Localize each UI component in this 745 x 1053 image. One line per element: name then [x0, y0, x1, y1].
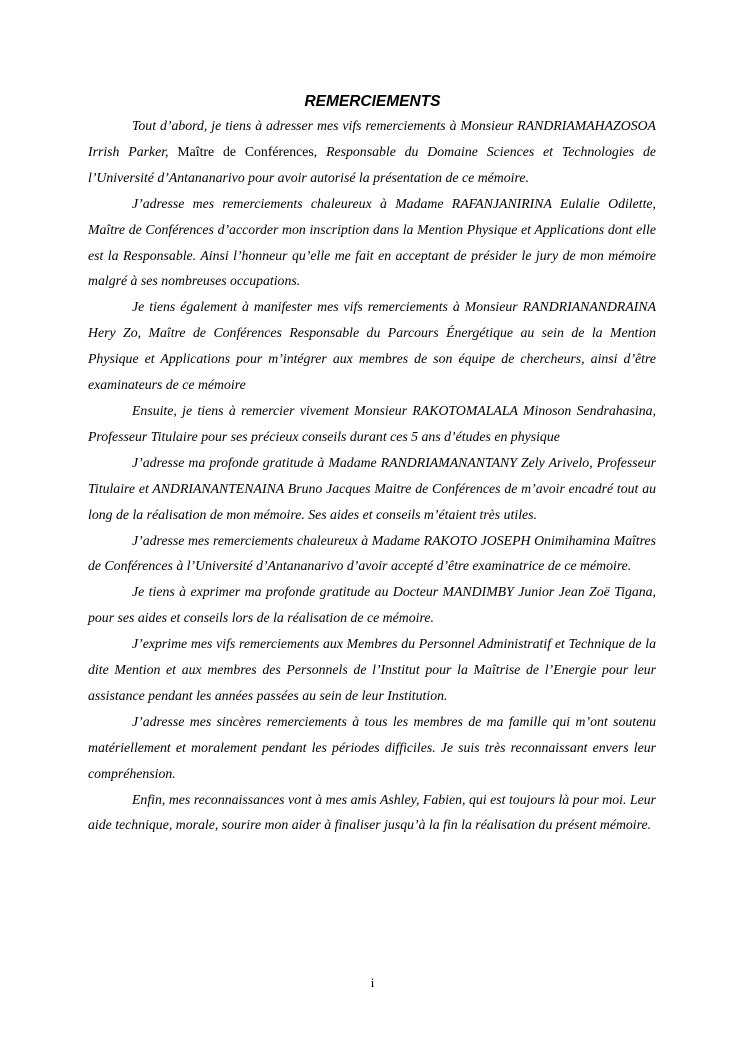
- page-title: REMERCIEMENTS: [304, 93, 441, 110]
- paragraph-family-thanks: J’adresse mes sincères remerciements à tous les membres de ma famille qui m’ont soutenu matériellement et moralement pendant les périodes difficiles. Je suis très reconnaissant envers leur compréhension.: [88, 713, 656, 781]
- paragraph-supervisors-thanks: J’adresse ma profonde gratitude à Madame RANDRIAMANANTANY Zely Arivelo, Professeur Titulaire et ANDRIANANTENAINA Bruno Jacques Maitre de Conférences de m’avoir encadré tout au long de la réalisation de mon mémoire. Ses aides et conseils m’étaient très utiles.: [88, 454, 656, 522]
- paragraph-staff-thanks: J’exprime mes vifs remerciements aux Membres du Personnel Administratif et Technique de la dite Mention et aux membres des Personnels de l’Institut pour la Maîtrise de l’Energie pour leur assistance pendant les années passées au sein de leur Institution.: [88, 636, 656, 703]
- paragraph-doctor-thanks: Je tiens à exprimer ma profonde gratitude au Docteur MANDIMBY Junior Jean Zoë Tigana, pour ses aides et conseils lors de la réalisation de ce mémoire.: [88, 584, 656, 626]
- acknowledgements-body: [88, 113, 656, 838]
- dean-thanks-intro: Tout d’abord, je tiens à adresser mes vifs remerciements à Monsieur RANDRIAMAHAZOSOA Irrish Parker,: [88, 118, 656, 159]
- dean-thanks-title: Maître de Conférences,: [168, 143, 327, 159]
- dean-thanks-role: Responsable du Domaine Sciences et Technologies de l’Université d’Antananarivo pour avoir autorisé la présentation de ce mémoire.: [88, 143, 657, 185]
- paragraph-professor-thanks: Ensuite, je tiens à remercier vivement Monsieur RAKOTOMALALA Minoson Sendrahasina, Professeur Titulaire pour ses précieux conseils durant ces 5 ans d’études en physique: [88, 402, 656, 444]
- paragraph-friends-thanks: Enfin, mes reconnaissances vont à mes amis Ashley, Fabien, qui est toujours là pour moi. Leur aide technique, morale, sourire mon aider à finaliser jusqu’à la fin la réalisation du présent mémoire.: [88, 791, 656, 833]
- paragraph-mention-head-thanks: J’adresse mes remerciements chaleureux à Madame RAFANJANIRINA Eulalie Odilette, Maître de Conférences d’accorder mon inscription dans la Mention Physique et Applications dont elle est la Responsable. Ainsi l’honneur qu’elle me fait en acceptant de présider le jury de mon mémoire malgré à ses nombreuses occupations.: [88, 195, 656, 289]
- paragraph-parcours-head-thanks: Je tiens également à manifester mes vifs remerciements à Monsieur RANDRIANANDRAINA Hery Zo, Maître de Conférences Responsable du Parcours Énergétique au sein de la Mention Physique et Applications pour m’intégrer aux membres de son équipe de chercheurs, ainsi d’être examinateurs de ce mémoire: [88, 299, 656, 393]
- paragraph-examiner-thanks: J’adresse mes remerciements chaleureux à Madame RAKOTO JOSEPH Onimihamina Maîtres de Conférences à l’Université d’Antananarivo d’avoir accepté d’être examinatrice de ce mémoire.: [88, 532, 656, 574]
- paragraph-dean-thanks: [88, 113, 656, 191]
- page-number: i: [370, 975, 375, 990]
